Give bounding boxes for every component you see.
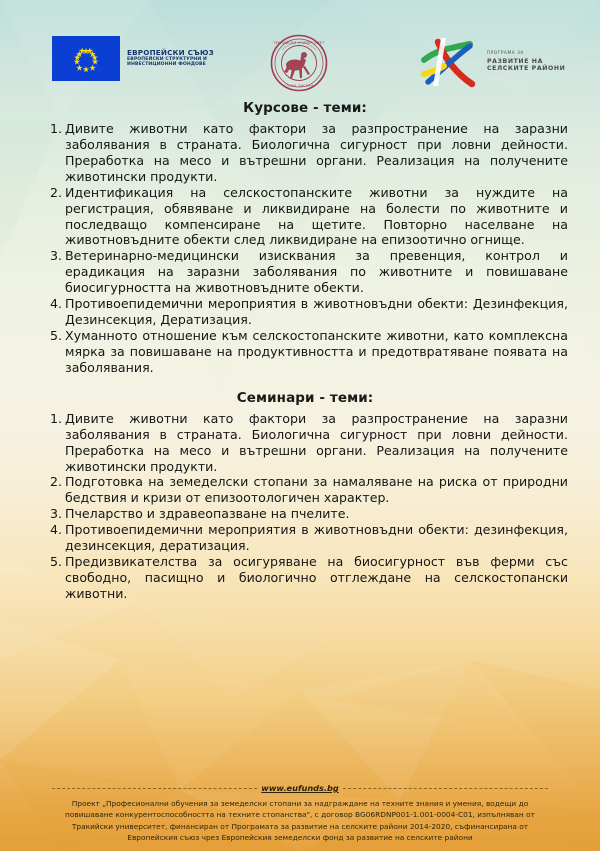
list-item: Хуманното отношение към селскостопанските животни, като комплексна мярка за повишаване на продуктивността и предотвратяване появата на заболявания.: [65, 327, 568, 375]
trakia-university-seal-icon: [268, 34, 330, 92]
rdp-logo: [420, 34, 565, 90]
footer-disclaimer: [0, 798, 600, 843]
seminars-topic-list: [42, 411, 568, 602]
courses-topic-list: [42, 121, 568, 376]
eufunds-link[interactable]: www.eufunds.bg: [261, 783, 339, 793]
list-item: Противоепидемични мероприятия в животновъдни обекти: дезинфекция, дезинсекция, дератизация.: [65, 522, 568, 554]
divider-right: [343, 788, 548, 789]
rdp-logo-line3: СЕЛСКИТЕ РАЙОНИ: [487, 65, 566, 73]
divider-left: [52, 788, 257, 789]
logo-bar: [0, 34, 600, 92]
list-item: Подготовка на земеделски стопани за намаляване на риска от природни бедствия и кризи от епизоотологичен характер.: [65, 474, 568, 506]
list-item: Дивите животни като фактори за разпространение на заразни заболявания в страната. Биологична сигурност при ловни дейности. Преработка на месо и вътрешни органи. Реализация на получените животински продукти.: [65, 410, 568, 474]
rdp-logo-line2: РАЗВИТИЕ НА: [487, 57, 543, 65]
courses-section: [0, 100, 600, 376]
svg-text:СТАРА ЗАГОРА: СТАРА ЗАГОРА: [284, 84, 314, 88]
eu-flag-icon: [52, 36, 120, 81]
footer-line-4: Европейския съюз чрез Европейския земеделски фонд за развитие на селските райони: [127, 832, 473, 842]
list-item: Пчеларство и здравеопазване на пчелите.: [65, 506, 350, 522]
list-item: Ветеринарно-медицински изисквания за превенция, контрол и ерадикация на заразни заболявания по животните и повишаване биосигурността на животновъдните обекти.: [65, 248, 568, 296]
list-item: Дивите животни като фактори за разпространение на заразни заболявания в страната. Биологична сигурност при ловни дейности. Преработка на месо и вътрешни органи. Реализация на получените животински продукти.: [65, 121, 568, 184]
eu-logo-text: [127, 49, 214, 68]
eu-logo: [52, 36, 214, 81]
main-body: [0, 100, 600, 602]
rdp-logo-text: [487, 51, 565, 72]
courses-title: Курсове - теми:: [243, 100, 367, 116]
section-spacer: [0, 376, 600, 390]
list-item: Идентификация на селскостопанските животни за нуждите на регистрация, обявяване и ликвидиране на болести по животните и последващо компенсиране на щетите. Повторно населване на животновъдните обекти след ликвидиране на епизоотично огнище.: [65, 184, 568, 248]
footer-divider: [0, 783, 600, 793]
svg-text:ТРАКИЙСКИ УНИВЕРСИТЕТ: ТРАКИЙСКИ УНИВЕРСИТЕТ: [273, 41, 325, 45]
footer: [0, 783, 600, 843]
footer-line-2: повишаване конкурентоспособността на техните стопанства", с договор BG06RDNP001-1.001-0004-C01, изпълняван от: [65, 810, 535, 820]
list-item: Предизвикателства за осигуряване на биосигурност във ферми със свободно, пасищно и биологично отглеждане на селскостопански животни.: [65, 554, 568, 601]
eu-logo-line1: ЕВРОПЕЙСКИ СЪЮЗ: [127, 47, 214, 57]
rdp-logo-line1: ПРОГРАМА ЗА: [487, 50, 524, 56]
seminars-section: [0, 390, 600, 602]
eu-logo-line2: ЕВРОПЕЙСКИ СТРУКТУРНИ И: [127, 56, 207, 62]
rdp-mark-icon: [420, 34, 482, 90]
footer-line-3: Тракийски университет, финансиран от Програмата за развитие на селските райони 2014-2020, съфинансирана от: [71, 821, 529, 831]
seminars-title: Семинари - теми:: [236, 389, 374, 406]
list-item: Противоепидемични мероприятия в животновъдни обекти: Дезинфекция, Дезинсекция, Дератизация.: [65, 296, 568, 328]
eu-logo-line3: ИНВЕСТИЦИОННИ ФОНДОВЕ: [127, 62, 206, 68]
footer-line-1: Проект „Професионални обучения за земеделски стопани за надграждане на техните знания и умения, водещи до: [71, 799, 529, 808]
